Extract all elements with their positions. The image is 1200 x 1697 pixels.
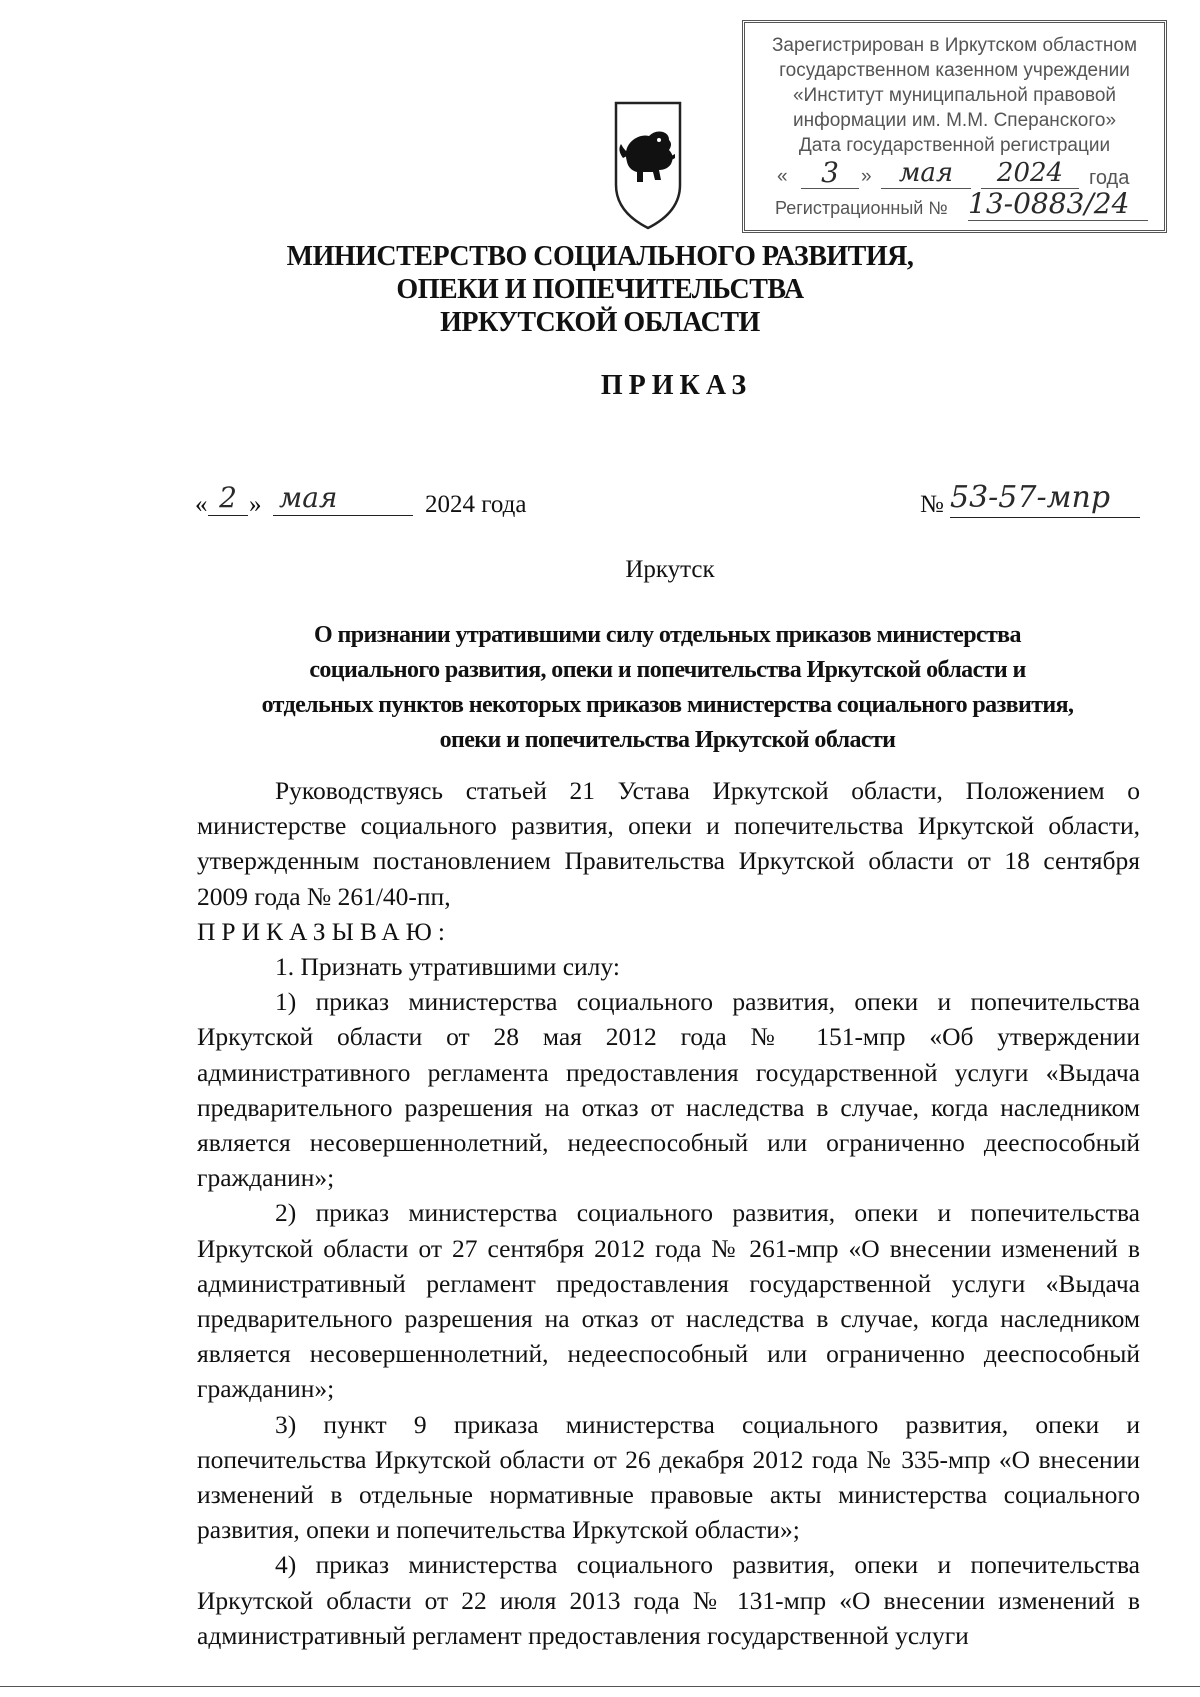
date-day: 2 bbox=[208, 481, 248, 516]
sub-item-3: 3) пункт 9 приказа министерства социального развития, опеки и попечительства Иркутской области от 26 декабря 2012 года № 335-мпр «О внесении изменений в отдельные нормативные правовые акты министерства социального развития, опеки и попечительства Иркутской области»; bbox=[197, 1409, 1140, 1545]
sub-item-2: 2) приказ министерства социального развития, опеки и попечительства Иркутской области от 27 сентября 2012 года № 261-мпр «О внесении изменений в административный регламент предоставления государственной услуги «Выдача предварительного разрешения на отказ от наследства в случае, когда наследником является несовершеннолетний, недееспособный или ограниченно дееспособный гражданин»; bbox=[197, 1198, 1140, 1404]
stamp-line-1: Зарегистрирован в Иркутском областном bbox=[771, 35, 1138, 56]
ministry-header bbox=[0, 240, 1200, 339]
preamble-paragraph: Руководствуясь статьей 21 Устава Иркутской области, Положением о министерстве социального развития, опеки и попечительства Иркутской области, утвержденным постановлением Правительства Иркутской области от 18 сентября 2009 года № 261/40-пп, bbox=[197, 776, 1140, 911]
coat-of-arms-icon bbox=[613, 100, 683, 232]
stamp-registration-number-row bbox=[753, 187, 1156, 222]
title-line-1: О признании утратившими силу отдельных приказов министерства bbox=[314, 622, 1021, 648]
order-word: ПРИКАЗЫВАЮ: bbox=[197, 916, 451, 946]
stamp-day: 3 bbox=[801, 158, 859, 189]
page-bottom-rule bbox=[0, 1686, 1200, 1687]
sub-item-4: 4) приказ министерства социального развития, опеки и попечительства Иркутской области от 22 июля 2013 года № 131-мпр «О внесении изменений в административный регламент предоставления государственной услуги bbox=[197, 1550, 1140, 1650]
order-title bbox=[195, 618, 1140, 758]
stamp-reg-label: Регистрационный № bbox=[775, 198, 948, 218]
order-number bbox=[920, 480, 1140, 527]
ministry-line-3: ИРКУТСКОЙ ОБЛАСТИ bbox=[440, 307, 760, 338]
stamp-line-4: информации им. М.М. Сперанского» bbox=[792, 110, 1117, 131]
date-year: 2024 года bbox=[425, 491, 527, 518]
order-body bbox=[197, 773, 1140, 1653]
date-month: мая bbox=[273, 481, 413, 516]
number-sign: № bbox=[920, 491, 944, 518]
number-value: 53-57-мпр bbox=[950, 479, 1140, 518]
stamp-month: мая bbox=[881, 158, 971, 189]
stamp-close-quote: » bbox=[861, 166, 872, 187]
title-line-2: социального развития, опеки и попечительства Иркутской области и bbox=[309, 657, 1026, 683]
stamp-reg-number: 13-0883/24 bbox=[968, 188, 1148, 221]
document-type: ПРИКАЗ bbox=[600, 370, 753, 401]
stamp-line-5: Дата государственной регистрации bbox=[798, 135, 1111, 156]
item-1: 1. Признать утратившими силу: bbox=[275, 952, 620, 982]
stamp-year-suffix: года bbox=[1089, 167, 1130, 189]
stamp-line-2: государственном казенном учреждении bbox=[779, 60, 1130, 81]
title-line-3: отдельных пунктов некоторых приказов министерства социального развития, bbox=[261, 692, 1074, 718]
stamp-open-quote: « bbox=[777, 166, 788, 187]
city: Иркутск bbox=[625, 556, 715, 583]
ministry-line-1: МИНИСТЕРСТВО СОЦИАЛЬНОГО РАЗВИТИЯ, bbox=[286, 241, 914, 272]
stamp-line-3: «Институт муниципальной правовой bbox=[792, 85, 1117, 106]
sub-item-1: 1) приказ министерства социального развития, опеки и попечительства Иркутской области от 28 мая 2012 года № 151-мпр «Об утверждении административного регламента предоставления государственной услуги «Выдача предварительного разрешения на отказ от наследства в случае, когда наследником является несовершеннолетний, недееспособный или ограниченно дееспособный гражданин»; bbox=[197, 987, 1140, 1193]
date-close-quote: » bbox=[249, 491, 262, 518]
date-open-quote: « bbox=[195, 491, 208, 518]
registration-stamp bbox=[742, 20, 1167, 233]
ministry-line-2: ОПЕКИ И ПОПЕЧИТЕЛЬСТВА bbox=[396, 274, 804, 305]
stamp-year: 2024 bbox=[981, 158, 1079, 189]
title-line-4: опеки и попечительства Иркутской области bbox=[439, 727, 896, 753]
